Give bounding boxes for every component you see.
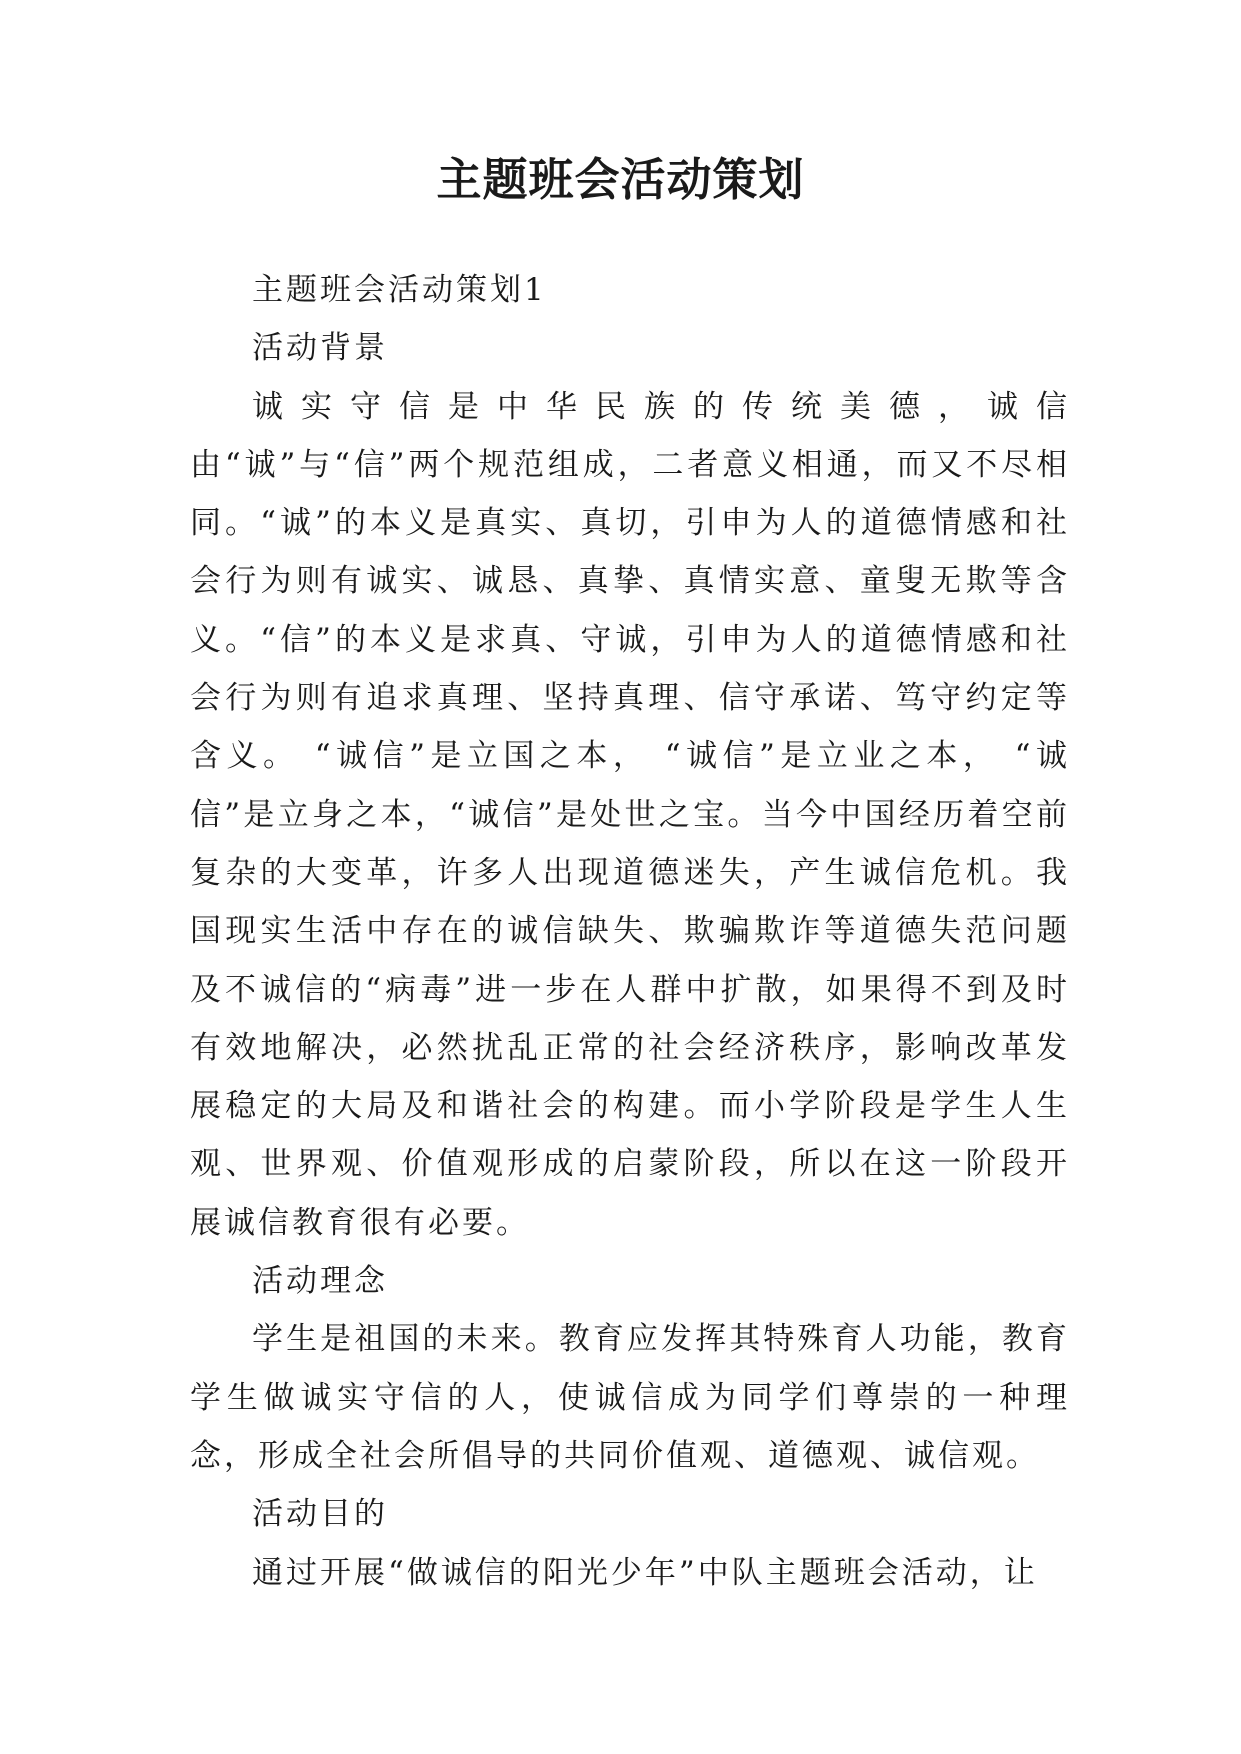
document-title: 主题班会活动策划 — [436, 153, 805, 206]
heading-concept: 活动理念 — [252, 1263, 388, 1300]
document-body — [190, 261, 1070, 1602]
heading-background: 活动背景 — [252, 330, 388, 367]
paragraph-concept: 学生是祖国的未来。教育应发挥其特殊育人功能，教育学生做诚实守信的人，使诚信成为同学们尊崇的一种理念，形成全社会所倡导的共同价值观、道德观、诚信观。 — [190, 1321, 1070, 1474]
paragraph-background: 诚实守信是中华民族的传统美德，诚信由“诚”与“信”两个规范组成，二者意义相通，而又不尽相同。“诚”的本义是真实、真切，引申为人的道德情感和社会行为则有诚实、诚恳、真挚、真情实意、童叟无欺等含义。“信”的本义是求真、守诚，引申为人的道德情感和社会行为则有追求真理、坚持真理、信守承诺、笃守约定等含义。 “诚信”是立国之本， “诚信”是立业之本， “诚信”是立身之本，“诚信”是处世之宝。当今中国经历着空前复杂的大变革，许多人出现道德迷失，产生诚信危机。我国现实生活中存在的诚信缺失、欺骗欺诈等道德失范问题及不诚信的“病毒”进一步在人群中扩散，如果得不到及时有效地解决，必然扰乱正常的社会经济秩序，影响改革发展稳定的大局及和谐社会的构建。而小学阶段是学生人生观、世界观、价值观形成的启蒙阶段，所以在这一阶段开展诚信教育很有必要。 — [190, 388, 1070, 1241]
section-title: 主题班会活动策划1 — [252, 272, 547, 308]
paragraph-purpose: 通过开展“做诚信的阳光少年”中队主题班会活动，让 — [252, 1554, 1038, 1591]
heading-purpose: 活动目的 — [252, 1496, 388, 1533]
